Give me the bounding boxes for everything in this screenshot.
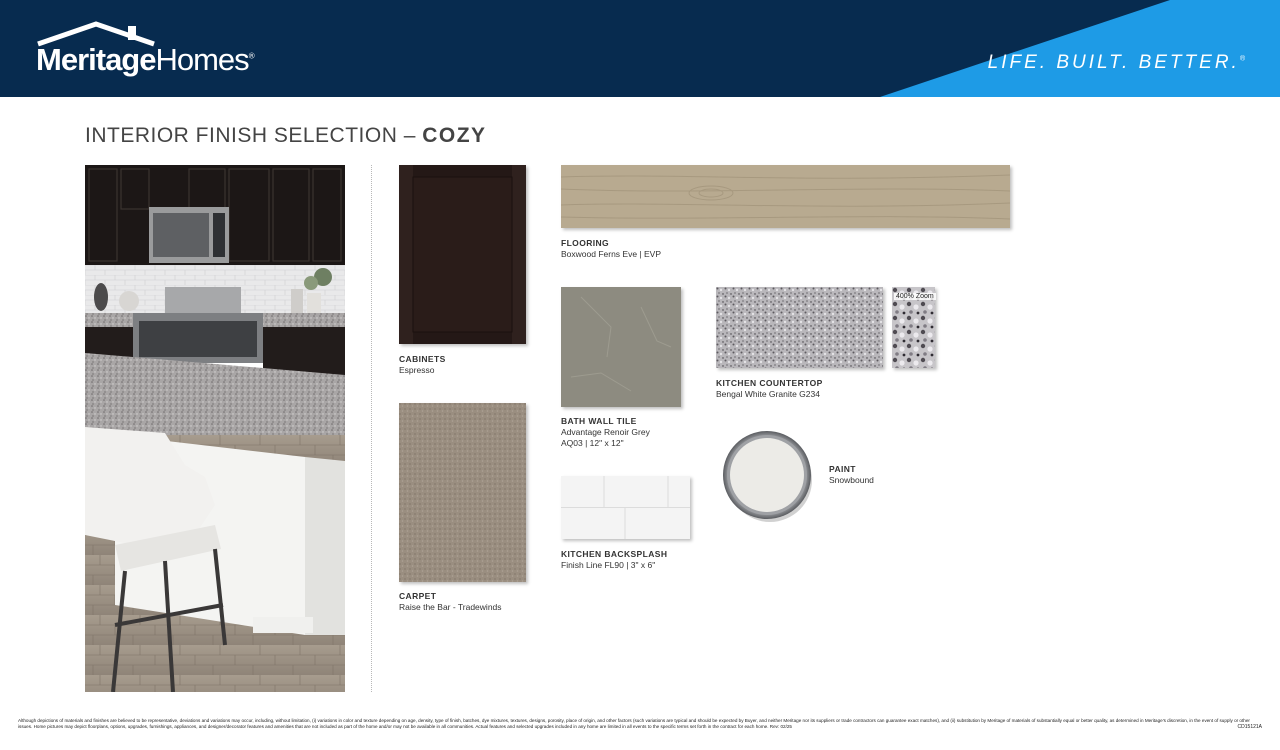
cabinets-name: Espresso	[399, 365, 435, 375]
bath-wall-tile-size: AQ03 | 12" x 12"	[561, 438, 624, 448]
kitchen-countertop-label	[716, 378, 823, 400]
bath-wall-tile-swatch	[561, 287, 681, 407]
kitchen-photo	[85, 165, 345, 692]
header-banner	[0, 0, 1280, 97]
bath-wall-tile-name: Advantage Renoir Grey	[561, 427, 650, 437]
document-code: CD15121A	[1237, 724, 1262, 730]
kitchen-backsplash-title: KITCHEN BACKSPLASH	[561, 549, 668, 559]
cabinets-title: CABINETS	[399, 354, 446, 364]
bath-wall-tile-title: BATH WALL TILE	[561, 416, 637, 426]
column-divider	[371, 165, 372, 692]
page-title-collection: COZY	[422, 124, 487, 147]
flooring-label	[561, 238, 661, 260]
tagline-text: LIFE. BUILT. BETTER.	[987, 52, 1240, 73]
kitchen-backsplash-label	[561, 549, 667, 571]
paint-label	[829, 464, 874, 486]
paint-title: PAINT	[829, 464, 856, 474]
carpet-title: CARPET	[399, 591, 437, 601]
logo-wordmark	[36, 42, 254, 78]
cabinets-swatch	[399, 165, 526, 344]
cabinets-label	[399, 354, 446, 376]
paint-can-swatch	[718, 425, 818, 525]
meritage-homes-logo[interactable]	[36, 20, 286, 80]
carpet-name: Raise the Bar - Tradewinds	[399, 602, 502, 612]
kitchen-illustration	[85, 165, 345, 692]
footer-disclaimer: Although depictions of materials and finishes are believed to be representative, deviations and variations may occur, including, without limitation, (i) variations in color and texture depending on age, density, type of finish, batches, dye mixtures, textures, designs, porosity, place of origin, and other factors (such variations are typical and should be expected by Buyer, and neither Meritage nor its suppliers or trade contractors can guarantee exact matches), and (ii) substitution by Meritage of materials of substantially equal or better quality, as determined in Meritage's discretion, in the event of supply or other issues. Home pictures may depict floorplans, options, upgrades, furnishings, appliances, and designer/decorator features and amenities that are not included as part of the home and/or may not be available in all communities. Actual features and selected upgrades included in any home are limited in all events to the specific terms set forth in the contract for each home. Rev: 02/25	[18, 718, 1250, 729]
kitchen-countertop-title: KITCHEN COUNTERTOP	[716, 378, 823, 388]
page-title	[85, 124, 487, 148]
flooring-title: FLOORING	[561, 238, 610, 248]
bath-wall-tile-label	[561, 416, 650, 449]
flooring-name: Boxwood Ferns Eve | EVP	[561, 249, 662, 259]
carpet-swatch	[399, 403, 526, 582]
kitchen-backsplash-name: Finish Line FL90 | 3" x 6"	[561, 560, 656, 570]
carpet-label	[399, 591, 502, 613]
logo-trademark: ®	[248, 51, 254, 61]
kitchen-backsplash-swatch	[561, 476, 690, 539]
page-title-prefix: INTERIOR FINISH SELECTION –	[85, 124, 423, 147]
paint-name: Snowbound	[829, 475, 874, 485]
flooring-swatch	[561, 165, 1010, 228]
zoom-tag: 400% Zoom	[896, 293, 934, 300]
logo-brand-bold: Meritage	[36, 42, 156, 77]
tagline	[988, 52, 1248, 74]
tagline-mark: ®	[1239, 55, 1248, 63]
logo-brand-light: Homes	[155, 42, 249, 77]
kitchen-countertop-name: Bengal White Granite G234	[716, 389, 820, 399]
kitchen-countertop-swatch	[716, 287, 883, 368]
